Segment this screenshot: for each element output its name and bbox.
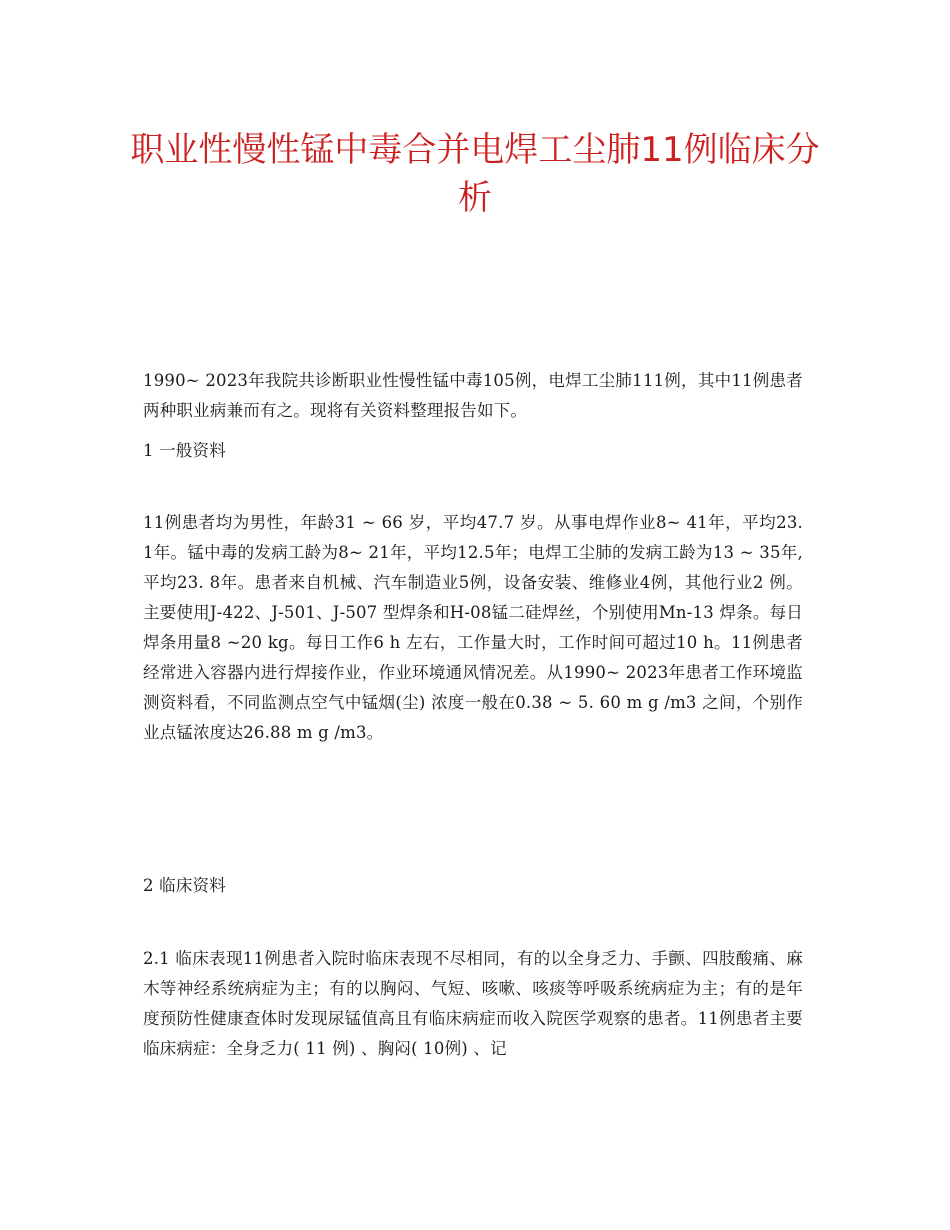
section-clinical-paragraph: 2.1 临床表现11例患者入院时临床表现不尽相同，有的以全身乏力、手颤、四肢酸痛、麻木等神经系统病症为主；有的以胸闷、气短、咳嗽、咳痰等呼吸系统病症为主；有的是年度预防性健康查体时发现尿锰值高且有临床病症而收入院医学观察的患者。11例患者主要临床病症：全身乏力( 11 例) 、胸闷( 10例) 、记	[143, 949, 803, 1058]
section-general-paragraph: 11例患者均为男性，年龄31 ~ 66 岁，平均47.7 岁。从事电焊作业8~ 41年，平均23. 1年。锰中毒的发病工龄为8~ 21年，平均12.5年；电焊工尘肺的发病工龄为13 ~ 35年,平均23. 8年。患者来自机械、汽车制造业5例，设备安装、维修业4例，其他行业2 例。主要使用J-422、J-501、J-507 型焊条和H-08锰二硅焊丝，个别使用Mn-13 焊条。每日焊条用量8 ~20 kg。每日工作6 h 左右，工作量大时，工作时间可超过10 h。11例患者经常进入容器内进行焊接作业，作业环境通风情况差。从1990~ 2023年患者工作环境监测资料看，不同监测点空气中锰烟(尘) 浓度一般在0.38 ~ 5. 60 m g /m3 之间，个别作业点锰浓度达26.88 m g /m3。	[143, 513, 803, 742]
intro-paragraph: 1990~ 2023年我院共诊断职业性慢性锰中毒105例，电焊工尘肺111例，其中11例患者两种职业病兼而有之。现将有关资料整理报告如下。	[143, 371, 803, 420]
section-heading-general: 1 一般资料	[143, 441, 226, 460]
section-heading-clinical: 2 临床资料	[143, 876, 226, 895]
document-title: 职业性慢性锰中毒合并电焊工尘肺11例临床分析	[130, 130, 820, 218]
